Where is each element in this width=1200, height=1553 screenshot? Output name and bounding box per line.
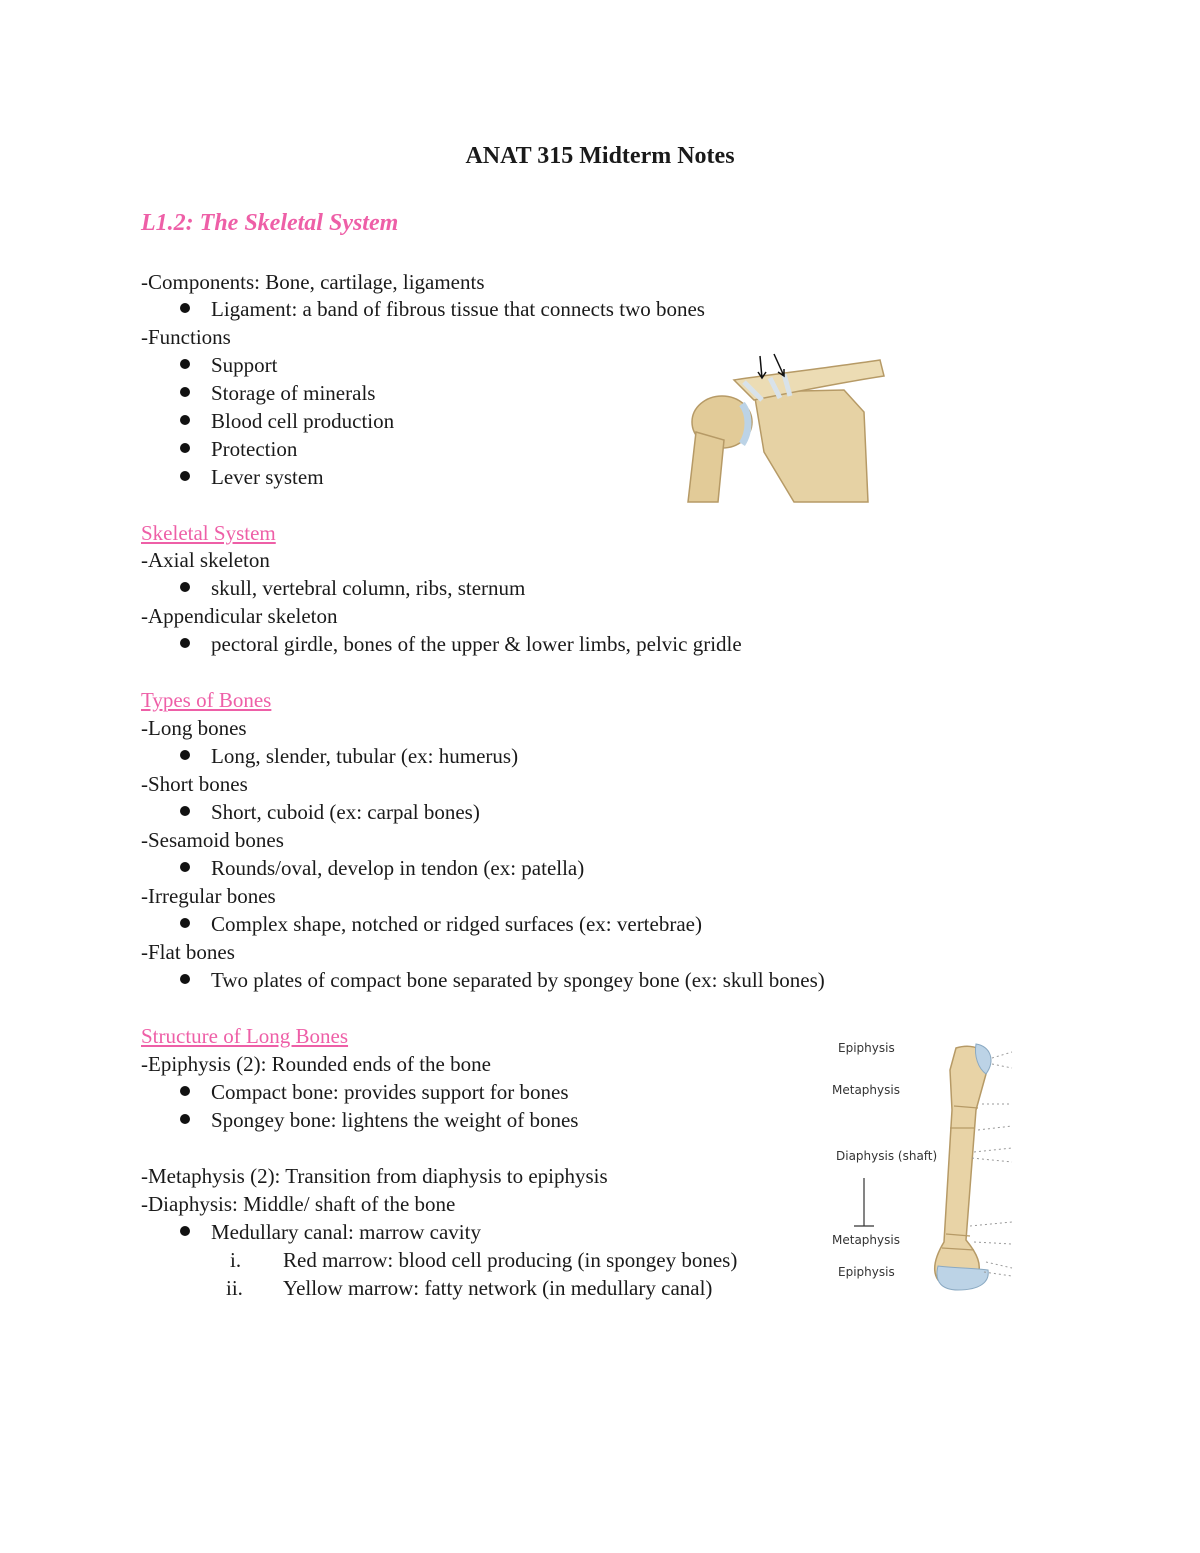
bullet-icon <box>180 750 190 760</box>
red-marrow-item: Red marrow: blood cell producing (in spongey bones) <box>283 1248 738 1272</box>
structure-of-long-bones-heading: Structure of Long Bones <box>141 1024 349 1048</box>
bullet-icon <box>180 415 190 425</box>
metaphysis-top-label: Metaphysis <box>832 1083 900 1097</box>
bone-type-label: -Long bones <box>141 716 247 740</box>
epiphysis-bottom-label: Epiphysis <box>838 1265 895 1279</box>
list-numeral: ii. <box>226 1276 243 1300</box>
function-item: Protection <box>211 437 298 461</box>
bone-type-description: Rounds/oval, develop in tendon (ex: patella) <box>211 856 585 880</box>
bone-type-label: -Short bones <box>141 772 248 796</box>
function-item: Blood cell production <box>211 409 395 433</box>
function-item: Lever system <box>211 465 324 489</box>
bullet-icon <box>180 1114 190 1124</box>
epiphysis-line: -Epiphysis (2): Rounded ends of the bone <box>141 1052 491 1076</box>
types-of-bones-heading: Types of Bones <box>141 688 272 712</box>
bone-type-label: -Flat bones <box>141 940 235 964</box>
list-numeral: i. <box>230 1248 242 1272</box>
bullet-icon <box>180 443 190 453</box>
lecture-heading: L1.2: The Skeletal System <box>141 210 399 236</box>
appendicular-skeleton-label: -Appendicular skeleton <box>141 604 338 628</box>
function-item: Support <box>211 353 278 377</box>
bone-type-description: Long, slender, tubular (ex: humerus) <box>211 744 519 768</box>
components-line: -Components: Bone, cartilage, ligaments <box>141 270 485 294</box>
yellow-marrow-item: Yellow marrow: fatty network (in medullary canal) <box>283 1276 713 1300</box>
bone-type-label: -Irregular bones <box>141 884 276 908</box>
bullet-icon <box>180 806 190 816</box>
bullet-icon <box>180 638 190 648</box>
functions-label: -Functions <box>141 325 231 349</box>
document-title: ANAT 315 Midterm Notes <box>465 143 735 169</box>
bullet-icon <box>180 582 190 592</box>
bone-type-description: Complex shape, notched or ridged surfaces (ex: vertebrae) <box>211 912 702 936</box>
metaphysis-bottom-label: Metaphysis <box>832 1233 900 1247</box>
metaphysis-line: -Metaphysis (2): Transition from diaphysis to epiphysis <box>141 1164 608 1188</box>
bone-type-label: -Sesamoid bones <box>141 828 284 852</box>
bullet-icon <box>180 387 190 397</box>
long-bone-illustration <box>826 1030 1016 1296</box>
diaphysis-label: Diaphysis (shaft) <box>836 1149 938 1163</box>
bullet-icon <box>180 471 190 481</box>
bullet-icon <box>180 974 190 984</box>
appendicular-skeleton-item: pectoral girdle, bones of the upper & lower limbs, pelvic gridle <box>211 632 742 656</box>
bullet-icon <box>180 1226 190 1236</box>
bullet-icon <box>180 359 190 369</box>
bullet-icon <box>180 862 190 872</box>
shoulder-joint-illustration <box>684 352 890 504</box>
bone-type-description: Short, cuboid (ex: carpal bones) <box>211 800 480 824</box>
medullary-canal-item: Medullary canal: marrow cavity <box>211 1220 481 1244</box>
diaphysis-line: -Diaphysis: Middle/ shaft of the bone <box>141 1192 456 1216</box>
function-item: Storage of minerals <box>211 381 376 405</box>
skeletal-system-heading: Skeletal System <box>141 521 276 545</box>
epiphysis-item: Spongey bone: lightens the weight of bones <box>211 1108 579 1132</box>
axial-skeleton-label: -Axial skeleton <box>141 548 270 572</box>
axial-skeleton-item: skull, vertebral column, ribs, sternum <box>211 576 526 600</box>
bullet-icon <box>180 918 190 928</box>
epiphysis-top-label: Epiphysis <box>838 1041 895 1055</box>
bullet-icon <box>180 303 190 313</box>
bullet-icon <box>180 1086 190 1096</box>
ligament-definition: Ligament: a band of fibrous tissue that connects two bones <box>211 297 705 321</box>
bone-type-description: Two plates of compact bone separated by spongey bone (ex: skull bones) <box>211 968 825 992</box>
epiphysis-item: Compact bone: provides support for bones <box>211 1080 569 1104</box>
